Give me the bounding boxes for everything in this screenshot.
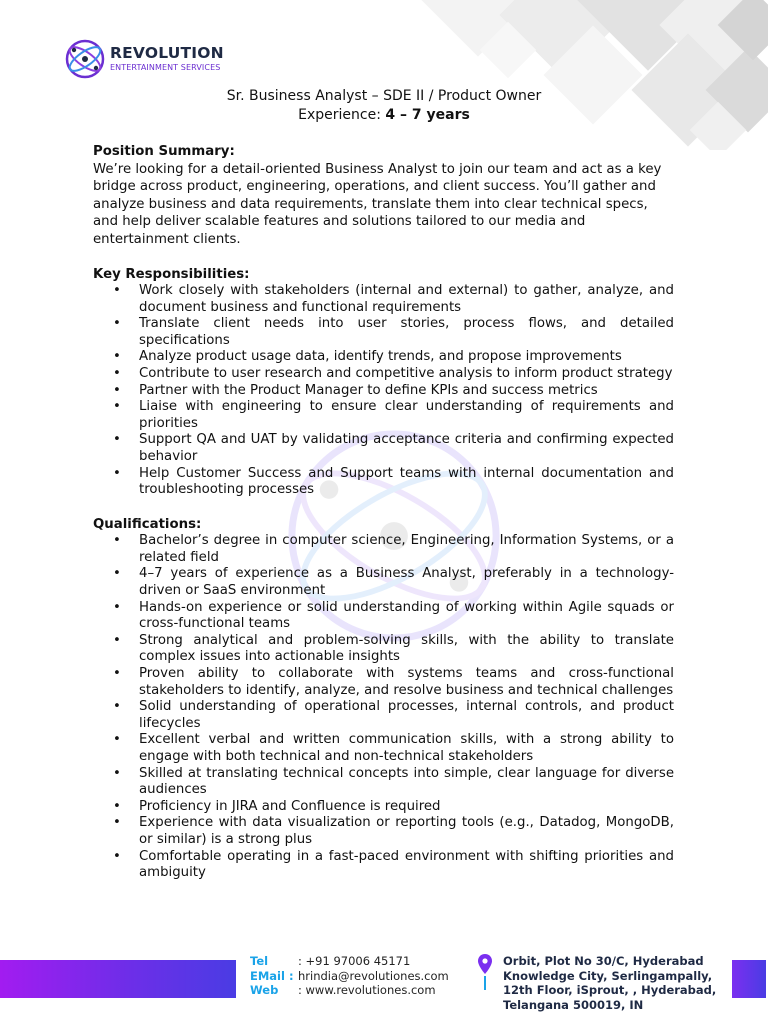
list-item-text: Excellent verbal and written communication skills, with a strong ability to engage with both technical and non-technical stakeholders (139, 732, 674, 764)
list-item (93, 366, 674, 383)
bullet: • (113, 533, 121, 549)
list-item-text: Help Customer Success and Support teams with internal documentation and troubleshooting processes (139, 465, 674, 498)
list-item (93, 432, 674, 465)
summary-text: We’re looking for a detail-oriented Business Analyst to join our team and act as a key bridge across product, engineering, operations, and client success. You’ll gather and analyze business and data requirements, translate them into clear technical specs, and help deliver scalable features and solutions tailored to our media and entertainment clients. (93, 161, 662, 247)
bullet: • (113, 632, 121, 648)
list-item (93, 533, 674, 566)
bullet: • (113, 399, 121, 415)
responsibilities-list (93, 283, 674, 499)
bullet: • (113, 432, 121, 448)
list-item (93, 633, 674, 666)
job-title-block (0, 87, 768, 125)
qualifications-heading: Qualifications: (93, 516, 202, 532)
bullet: • (113, 732, 121, 748)
address-line: Knowledge City, Serlingampally, (503, 968, 713, 983)
experience-line (0, 106, 768, 125)
web-label: Web (250, 983, 279, 997)
list-item-text: Hands-on experience or solid understanding of working within Agile squads or cross-functional teams (139, 599, 674, 632)
address-line: Orbit, Plot No 30/C, Hyderabad (503, 954, 704, 968)
footer-accent-bar-right (732, 960, 766, 998)
footer (0, 940, 768, 1024)
list-item-text: Partner with the Product Manager to define KPIs and success metrics (139, 382, 598, 398)
tel-label: Tel (250, 954, 269, 968)
list-item (93, 699, 674, 732)
list-item (93, 566, 674, 599)
office-address (503, 954, 723, 1012)
list-item-text: Comfortable operating in a fast-paced environment with shifting priorities and ambiguity (139, 848, 674, 881)
list-item (93, 466, 674, 499)
bullet: • (113, 283, 121, 298)
bullet: • (113, 365, 121, 381)
web-link[interactable]: : www.revolutiones.com (298, 983, 436, 997)
list-item-text: 4–7 years of experience as a Business Analyst, preferably in a technology-driven or SaaS environment (139, 566, 674, 598)
list-item (93, 815, 674, 848)
location-pin-icon (478, 954, 492, 974)
job-description (93, 143, 674, 899)
address-line: Telangana 500019, IN (503, 997, 644, 1012)
bullet: • (113, 798, 121, 814)
email-link[interactable]: hrindia@revolutiones.com (298, 968, 449, 983)
company-logo (64, 38, 224, 80)
list-item (93, 666, 674, 699)
pin-divider (484, 976, 486, 990)
list-item (93, 600, 674, 633)
bullet: • (113, 349, 121, 365)
list-item-text: Bachelor’s degree in computer science, Engineering, Information Systems, or a related field (139, 533, 674, 565)
contact-info (250, 954, 449, 998)
address-line: 12th Floor, iSprout, , Hyderabad, (503, 983, 717, 997)
bullet: • (113, 699, 121, 715)
logo-globe-icon (64, 38, 106, 80)
list-item (93, 383, 674, 400)
bullet: • (113, 665, 121, 681)
list-item-text: Liaise with engineering to ensure clear understanding of requirements and priorities (139, 399, 674, 431)
list-item-text: Solid understanding of operational processes, internal controls, and product lifecycles (139, 699, 674, 731)
list-item-text: Proficiency in JIRA and Confluence is required (139, 798, 441, 814)
list-item (93, 849, 674, 882)
experience-value: 4 – 7 years (385, 107, 470, 123)
list-item-text: Translate client needs into user stories, process flows, and detailed specifications (139, 316, 674, 348)
list-item (93, 349, 674, 366)
summary-heading: Position Summary: (93, 144, 235, 159)
qualifications-list (93, 533, 674, 881)
list-item (93, 316, 674, 349)
list-item-text: Proven ability to collaborate with systems teams and cross-functional stakeholders to identify, analyze, and resolve business and technical challenges (139, 665, 674, 698)
list-item-text: Analyze product usage data, identify trends, and propose improvements (139, 349, 622, 365)
list-item (93, 399, 674, 432)
responsibilities-heading: Key Responsibilities: (93, 266, 250, 282)
list-item (93, 283, 674, 316)
bullet: • (113, 465, 121, 481)
experience-label: Experience: (298, 107, 386, 123)
bullet: • (113, 765, 121, 781)
list-item-text: Support QA and UAT by validating acceptance criteria and confirming expected behavior (139, 432, 674, 464)
list-item (93, 799, 674, 816)
tel-value: : +91 97006 45171 (298, 954, 411, 968)
bullet: • (113, 815, 121, 831)
list-item (93, 732, 674, 765)
bullet: • (113, 316, 121, 332)
list-item-text: Experience with data visualization or reporting tools (e.g., Datadog, MongoDB, or similar) is a strong plus (139, 815, 674, 847)
footer-accent-bar-left (0, 960, 236, 998)
bullet: • (113, 848, 121, 864)
decorative-pattern (398, 0, 768, 150)
bullet: • (113, 599, 121, 615)
job-title: Sr. Business Analyst – SDE II / Product Owner (226, 88, 542, 104)
list-item-text: Work closely with stakeholders (internal and external) to gather, analyze, and document business and functional requirements (139, 283, 674, 315)
email-label: EMail : (250, 968, 294, 983)
logo-name: REVOLUTION (110, 44, 224, 62)
list-item-text: Strong analytical and problem-solving skills, with the ability to translate complex issues into actionable insights (139, 632, 674, 665)
bullet: • (113, 382, 121, 398)
logo-subtitle: ENTERTAINMENT SERVICES (110, 63, 221, 72)
list-item (93, 766, 674, 799)
list-item-text: Skilled at translating technical concepts into simple, clear language for diverse audiences (139, 765, 674, 798)
list-item-text: Contribute to user research and competitive analysis to inform product strategy (139, 365, 673, 381)
bullet: • (113, 566, 121, 582)
